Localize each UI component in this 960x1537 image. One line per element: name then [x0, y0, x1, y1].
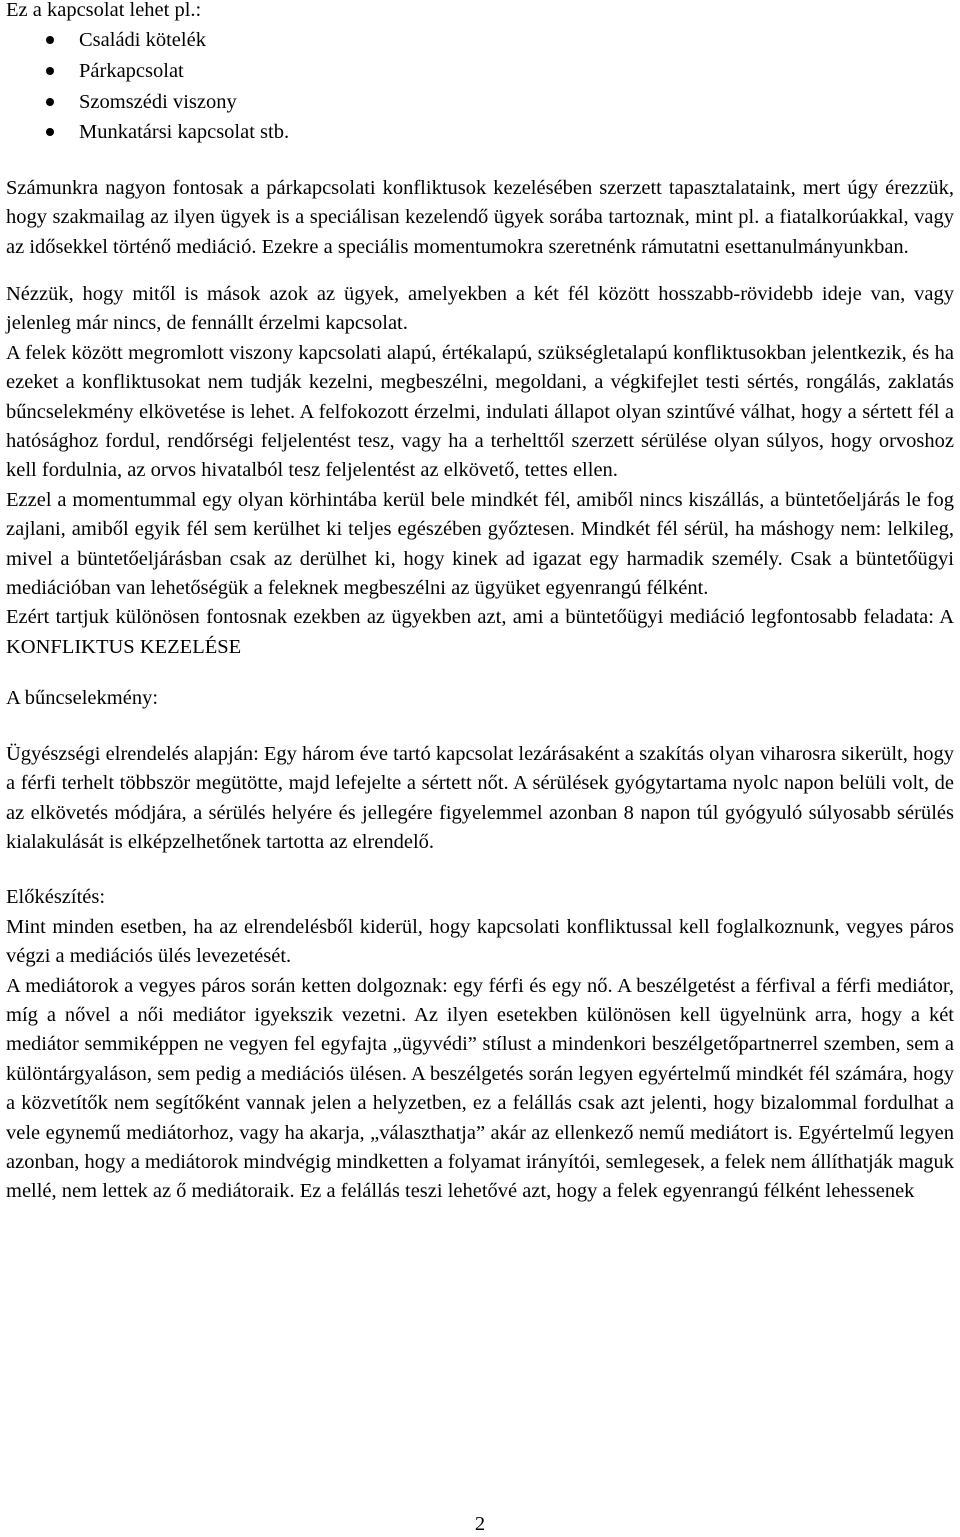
paragraph-case-description: Ügyészségi elrendelés alapján: Egy három éve tartó kapcsolat lezárásaként a szakítás olyan viharosra sikerült, hogy a férfi terhelt többször megütötte, majd lefejelte a sértett nőt. A sérülések gyógytartama nyolc napon belüli volt, de az elkövetés módjára, a sérülés helyére és jellegére figyelemmel azonban 8 napon túl gyógyuló súlyosabb sérülés kialakulását is elképzelhetőnek tartotta az elrendelő. [6, 742, 954, 853]
bullet-icon [46, 98, 54, 106]
paragraph-carousel: Ezzel a momentummal egy olyan körhintába kerül bele mindkét fél, amiből nincs kiszállás, a büntetőeljárás le fog zajlani, amiből egyik fél sem kerülhet ki teljes egészében győztesen. Mindkét fél sérül, ha máshogy nem: lelkileg, mivel a büntetőeljárásban csak az derülhet ki, hogy kinek ad igazat egy harmadik személy. Csak a büntetőügyi mediációban van lehetőségük a feleknek megbeszélni az ügyüket egyenrangú félként. [6, 488, 954, 600]
list-item [6, 56, 954, 87]
intro-line: Ez a kapcsolat lehet pl.: [6, 0, 202, 21]
list-item-label: Családi kötelék [79, 29, 206, 52]
heading-crime: A bűncselekmény: [6, 687, 159, 710]
paragraph-conflict-management: Ezért tartjuk különösen fontosnak ezekben az ügyekben azt, ami a büntetőügyi mediáció legfontosabb feladata: A KONFLIKTUS KEZELÉSE [6, 606, 954, 658]
paragraph-differences: Nézzük, hogy mitől is mások azok az ügyek, amelyekben a két fél között hosszabb-rövidebb ideje van, vagy jelenleg már nincs, de fennállt érzelmi kapcsolat. [6, 283, 954, 335]
bullet-icon [46, 36, 54, 44]
list-item-label: Párkapcsolat [79, 60, 184, 82]
paragraph-mixed-pair: Mint minden esetben, ha az elrendelésből kiderül, hogy kapcsolati konfliktussal kell foglalkoznunk, vegyes páros végzi a mediációs ülés levezetését. [6, 915, 954, 968]
list-item-label: Munkatársi kapcsolat stb. [79, 121, 290, 144]
paragraph-relationship-conflicts: Számunkra nagyon fontosak a párkapcsolati konfliktusok kezelésében szerzett tapasztalataink, mert úgy érezzük, hogy szakmailag az ilyen ügyek is a speciálisan kezelendő ügyek sorába tartoznak, mint pl. a fiatalkorúakkal, vagy az idősekkel történő mediáció. Ezekre a speciális momentumokra szeretnénk rámutatni esettanulmányunkban. [6, 176, 954, 258]
bullet-icon [46, 67, 54, 75]
list-item [6, 87, 954, 118]
bullet-icon [46, 128, 54, 136]
heading-preparation: Előkészítés: [6, 886, 106, 909]
paragraph-escalation: A felek között megromlott viszony kapcsolati alapú, értékalapú, szükségletalapú konfliktusokban jelentkezik, és ha ezeket a konfliktusokat nem tudják kezelni, megbeszélni, megoldani, a végkifejlet testi sértés, rongálás, zaklatás bűncselekmény elkövetése is lehet. A felfokozott érzelmi, indulati állapot olyan szintűvé válhat, hogy a sértett fél a hatósághoz fordul, rendőrségi feljelentést tesz, vagy ha a terhelttől szerzett sérülése olyan súlyos, hogy orvoshoz kell fordulnia, az orvos hivatalból tesz feljelentést az elkövető, tettes ellen. [6, 341, 954, 482]
list-item [6, 25, 954, 56]
list-item [6, 117, 954, 148]
paragraph-mediators: A mediátorok a vegyes páros során ketten dolgoznak: egy férfi és egy nő. A beszélgetést a férfival a férfi mediátor, míg a nővel a női mediátor igyekszik vezetni. Az ilyen esetekben különösen kell ügyelnünk arra, hogy a két mediátor semmiképpen ne vegyen fel egyfajta „ügyvédi” stílust a mindenkori beszélgetőpartnerrel szemben, sem a különtárgyaláson, sem pedig a mediációs ülésen. A beszélgetés során legyen egyértelmű mindkét fél számára, hogy a közvetítők nem segítőként vannak jelen a helyzetben, ez a felállás csak azt jelenti, hogy bizalommal fordulhat a vele egynemű mediátorhoz, vagy ha akarja, „választhatja” akár az ellenkező nemű mediátort is. Egyértelmű legyen azonban, hogy a mediátorok mindvégig mindketten a folyamat irányítói, semlegesek, a felek nem állíthatják maguk mellé, nem lettek az ő mediátoraik. Ez a felállás teszi lehetővé azt, hogy a felek egyenrangú félként lehessenek [6, 974, 954, 1203]
document-page [6, 0, 954, 1207]
page-number: 2 [474, 1513, 486, 1535]
list-item-label: Szomszédi viszony [79, 90, 237, 113]
relationship-list [6, 25, 954, 147]
